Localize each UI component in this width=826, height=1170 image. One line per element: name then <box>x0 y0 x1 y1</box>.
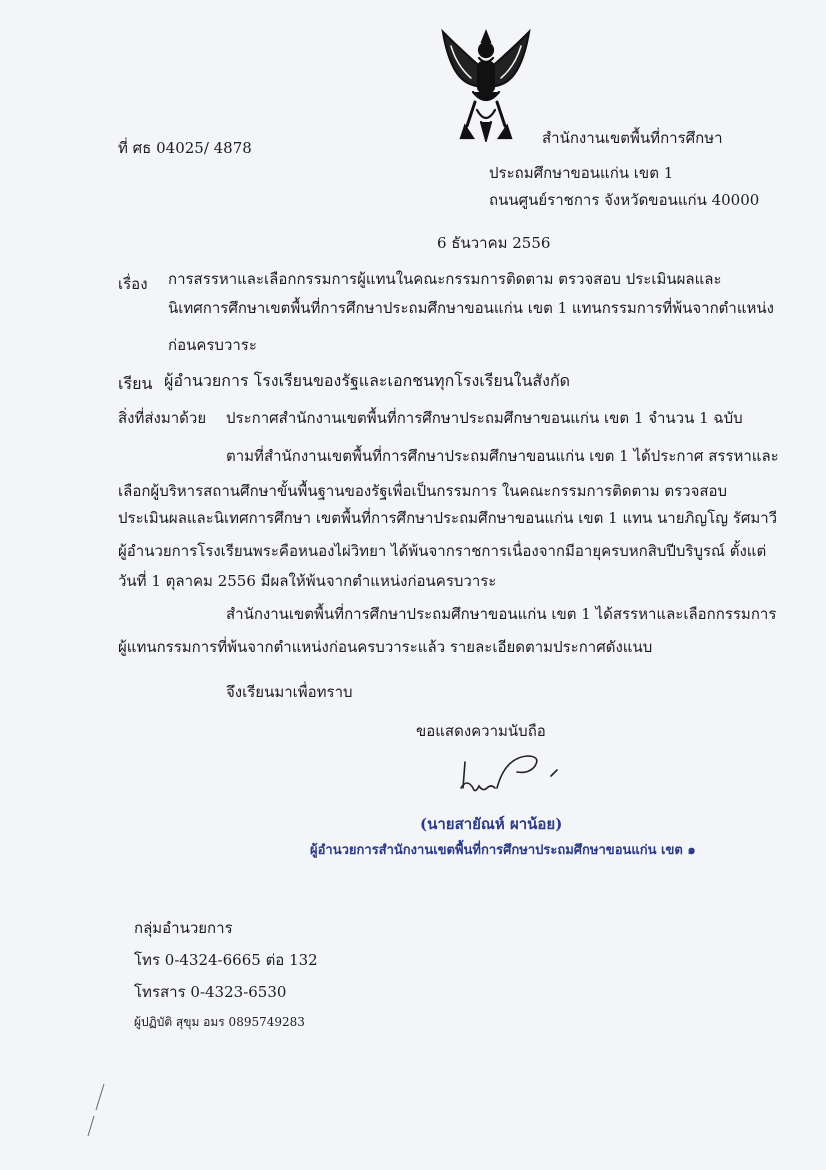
body-line: ประเมินผลและนิเทศการศึกษา เขตพื้นที่การศึกษาประถมศึกษาขอนแก่น เขต 1 แทน นายภิญโญ รัศมาวี <box>118 509 778 527</box>
office-address: ถนนศูนย์ราชการ จังหวัดขอนแก่น 40000 <box>489 191 760 209</box>
fax: โทรสาร 0-4323-6530 <box>134 983 287 1001</box>
enclosure: ประกาศสำนักงานเขตพื้นที่การศึกษาประถมศึกษาขอนแก่น เขต 1 จำนวน 1 ฉบับ <box>226 409 743 427</box>
subject-line: นิเทศการศึกษาเขตพื้นที่การศึกษาประถมศึกษาขอนแก่น เขต 1 แทนกรรมการที่พ้นจากตำแหน่ง <box>168 299 774 317</box>
subject-line: การสรรหาและเลือกกรรมการผู้แทนในคณะกรรมการติดตาม ตรวจสอบ ประเมินผลและ <box>168 270 722 288</box>
letter-date: 6 ธันวาคม 2556 <box>437 234 551 252</box>
pen-mark <box>80 1080 110 1140</box>
office-name: สำนักงานเขตพื้นที่การศึกษา <box>542 129 723 147</box>
signatory-name: (นายสายัณห์ ผาน้อย) <box>420 815 563 833</box>
recipient: ผู้อำนวยการ โรงเรียนของรัฐและเอกชนทุกโรงเรียนในสังกัด <box>164 371 571 390</box>
body-line: ผู้แทนกรรมการที่พ้นจากตำแหน่งก่อนครบวาระแล้ว รายละเอียดตามประกาศดังแนบ <box>118 638 653 656</box>
closing-line: จึงเรียนมาเพื่อทราบ <box>226 683 353 701</box>
officer: ผู้ปฏิบัติ สุขุม อมร 0895749283 <box>134 1015 305 1029</box>
garuda-emblem-icon <box>437 26 535 142</box>
body-line: สำนักงานเขตพื้นที่การศึกษาประถมศึกษาขอนแก่น เขต 1 ได้สรรหาและเลือกกรรมการ <box>226 605 777 623</box>
body-line: ตามที่สำนักงานเขตพื้นที่การศึกษาประถมศึกษาขอนแก่น เขต 1 ได้ประกาศ สรรหาและ <box>226 447 779 465</box>
phone: โทร 0-4324-6665 ต่อ 132 <box>134 951 318 969</box>
enclosure-label: สิ่งที่ส่งมาด้วย <box>118 409 207 427</box>
body-line: เลือกผู้บริหารสถานศึกษาขั้นพื้นฐานของรัฐเพื่อเป็นกรรมการ ในคณะกรรมการติดตาม ตรวจสอบ <box>118 482 728 500</box>
reference-number: ที่ ศธ 04025/ 4878 <box>118 139 252 157</box>
department: กลุ่มอำนวยการ <box>134 919 233 937</box>
subject-line: ก่อนครบวาระ <box>168 336 257 354</box>
subject-label: เรื่อง <box>118 275 148 293</box>
body-line: ผู้อำนวยการโรงเรียนพระคือหนองไผ่วิทยา ได้พ้นจากราชการเนื่องจากมีอายุครบหกสิบปีบริบูรณ์ ตั้งแต่ <box>118 542 767 560</box>
handwritten-signature <box>455 748 565 798</box>
office-district: ประถมศึกษาขอนแก่น เขต 1 <box>489 164 674 182</box>
body-line: วันที่ 1 ตุลาคม 2556 มีผลให้พ้นจากตำแหน่งก่อนครบวาระ <box>118 572 497 590</box>
regards: ขอแสดงความนับถือ <box>416 722 546 740</box>
recipient-label: เรียน <box>118 374 153 393</box>
signatory-position: ผู้อำนวยการสำนักงานเขตพื้นที่การศึกษาประถมศึกษาขอนแก่น เขต ๑ <box>310 843 696 858</box>
